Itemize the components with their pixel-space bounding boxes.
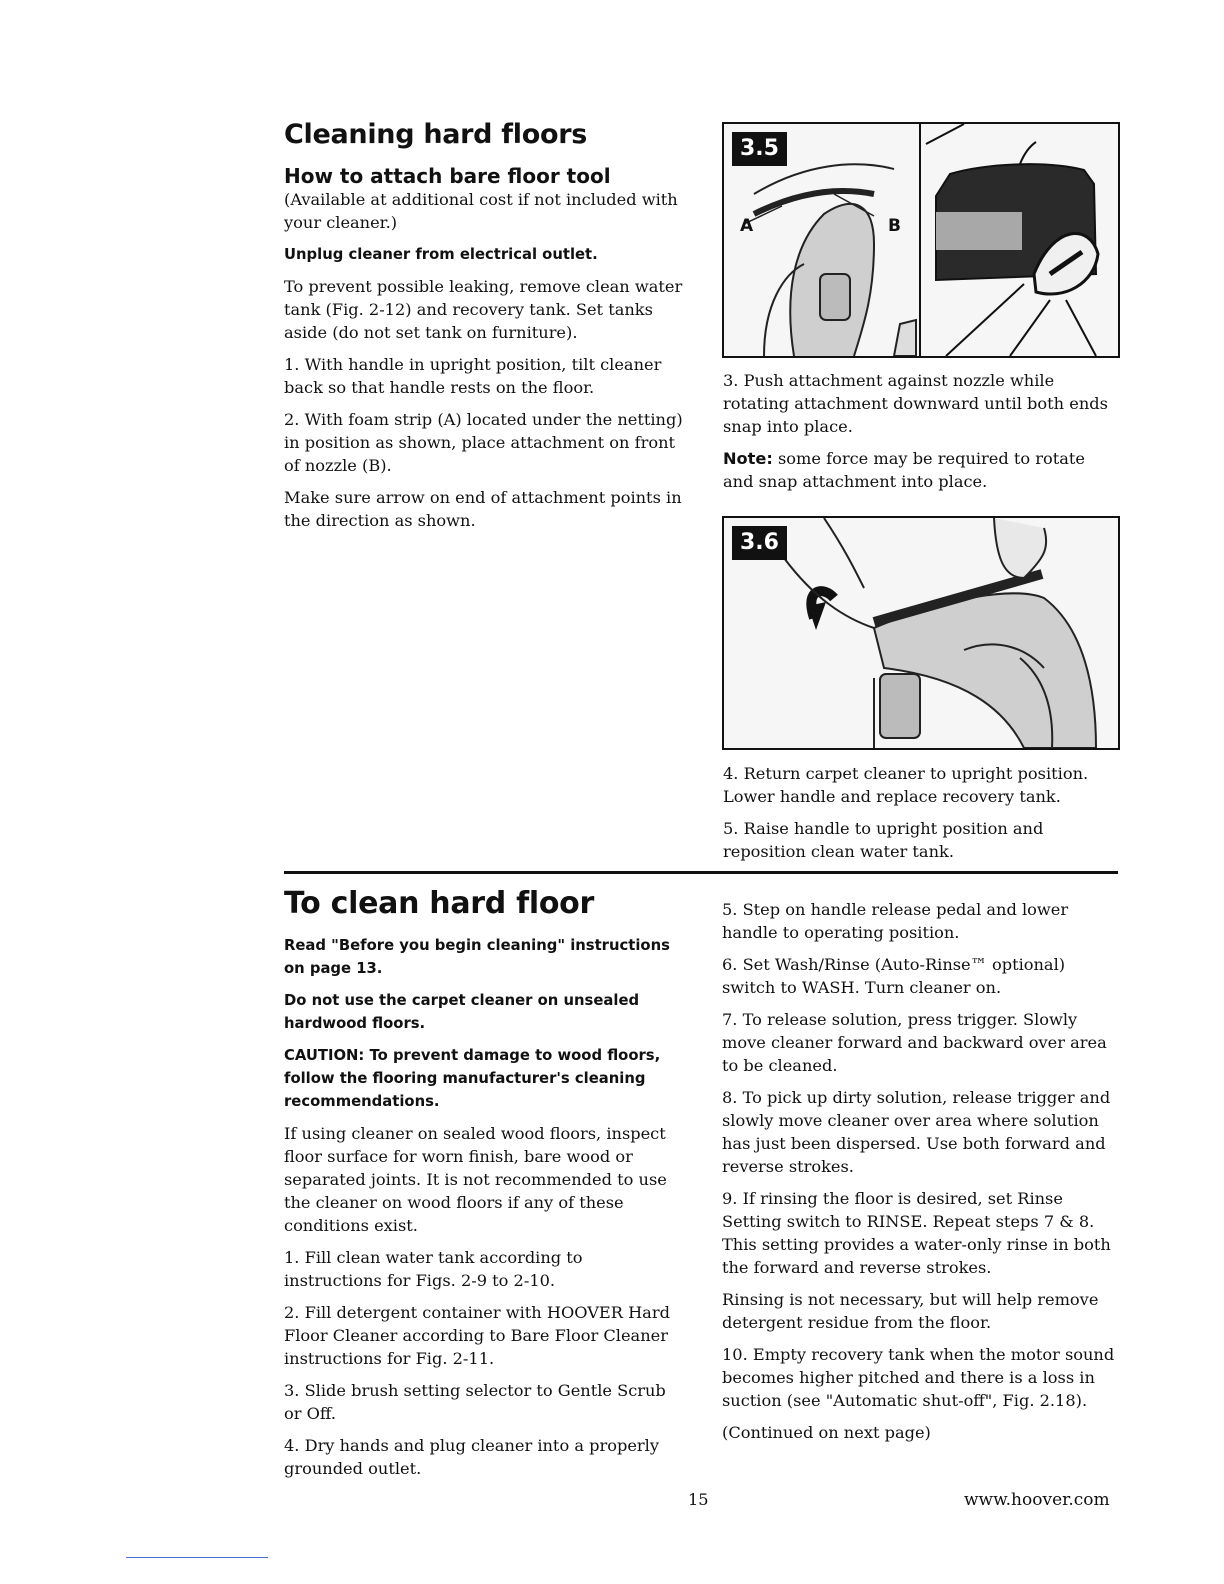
attach-step-1: 1. With handle in upright position, tilt cleaner back so that handle rests on the floor. — [284, 355, 662, 397]
clean-step-8: 8. To pick up dirty solution, release trigger and slowly move cleaner over area where solution has just been dispersed. Use both forward and reverse strokes. — [722, 1088, 1111, 1176]
figure-3-5 — [722, 122, 1120, 358]
right-column-bottom — [722, 898, 1118, 1453]
footer-blue-line — [126, 1557, 268, 1558]
attach-step-3: 3. Push attachment against nozzle while rotating attachment downward until both ends snap into place. — [723, 371, 1108, 436]
unsealed-warning: Do not use the carpet cleaner on unsealed hardwood floors. — [284, 992, 640, 1032]
sealed-floors-paragraph: If using cleaner on sealed wood floors, inspect floor surface for worn finish, bare wood or separated joints. It is not recommended to use the cleaner on wood floors if any of these conditions exist. — [284, 1124, 667, 1235]
force-note — [723, 447, 1115, 493]
section-title-cleaning-hard-floors: Cleaning hard floors — [284, 119, 587, 150]
left-column-top — [284, 118, 684, 541]
read-before-note: Read "Before you begin cleaning" instructions on page 13. — [284, 937, 670, 977]
rinsing-note: Rinsing is not necessary, but will help remove detergent residue from the floor. — [722, 1290, 1099, 1332]
right-column-steps-4-5 — [723, 762, 1115, 872]
note-label: Note: — [723, 449, 773, 468]
page-number: 15 — [688, 1490, 709, 1509]
unplug-instruction: Unplug cleaner from electrical outlet. — [284, 246, 598, 263]
footer-website-link[interactable]: www.hoover.com — [964, 1490, 1110, 1510]
section-divider — [284, 871, 1118, 874]
availability-note: (Available at additional cost if not included with your cleaner.) — [284, 190, 678, 232]
prevent-leak-paragraph: To prevent possible leaking, remove clean water tank (Fig. 2-12) and recovery tank. Set tanks aside (do not set tank on furniture). — [284, 277, 683, 342]
clean-step-2: 2. Fill detergent container with HOOVER Hard Floor Cleaner according to Bare Floor Cleaner instructions for Fig. 2-11. — [284, 1303, 670, 1368]
attach-step-2: 2. With foam strip (A) located under the netting) in position as shown, place attachment on front of nozzle (B). — [284, 410, 683, 475]
subtitle-attach-tool: How to attach bare floor tool — [284, 164, 611, 188]
clean-step-4: 4. Dry hands and plug cleaner into a properly grounded outlet. — [284, 1436, 659, 1478]
clean-step-3: 3. Slide brush setting selector to Gentle Scrub or Off. — [284, 1381, 666, 1423]
continued-note: (Continued on next page) — [722, 1423, 931, 1442]
section-title-to-clean-hard-floor: To clean hard floor — [284, 886, 594, 921]
figure-label-b: B — [888, 216, 901, 236]
clean-step-9: 9. If rinsing the floor is desired, set Rinse Setting switch to RINSE. Repeat steps 7 & 8. This setting provides a water-only rinse in both the forward and reverse strokes. — [722, 1189, 1111, 1277]
attach-step-4: 4. Return carpet cleaner to upright position. Lower handle and replace recovery tank. — [723, 764, 1089, 806]
clean-step-10: 10. Empty recovery tank when the motor sound becomes higher pitched and there is a loss in suction (see "Automatic shut-off", Fig. 2.18). — [722, 1345, 1115, 1410]
clean-step-7: 7. To release solution, press trigger. Slowly move cleaner forward and backward over area to be cleaned. — [722, 1010, 1107, 1075]
clean-step-5: 5. Step on handle release pedal and lower handle to operating position. — [722, 900, 1069, 942]
figure-label-a: A — [740, 216, 754, 236]
arrow-direction-note: Make sure arrow on end of attachment points in the direction as shown. — [284, 488, 682, 530]
attach-step-5: 5. Raise handle to upright position and reposition clean water tank. — [723, 819, 1044, 861]
right-column-step3 — [723, 369, 1115, 502]
note-text: some force may be required to rotate and snap attachment into place. — [723, 449, 1086, 491]
left-column-bottom — [284, 884, 684, 1489]
figure-3-6 — [722, 516, 1120, 750]
caution-warning: CAUTION: To prevent damage to wood floors, follow the flooring manufacturer's cleaning recommendations. — [284, 1047, 661, 1110]
figure-3-5-badge: 3.5 — [732, 132, 787, 166]
figure-3-6-badge: 3.6 — [732, 526, 787, 560]
clean-step-6: 6. Set Wash/Rinse (Auto-Rinse™ optional) switch to WASH. Turn cleaner on. — [722, 955, 1066, 997]
clean-step-1: 1. Fill clean water tank according to instructions for Figs. 2-9 to 2-10. — [284, 1248, 583, 1290]
